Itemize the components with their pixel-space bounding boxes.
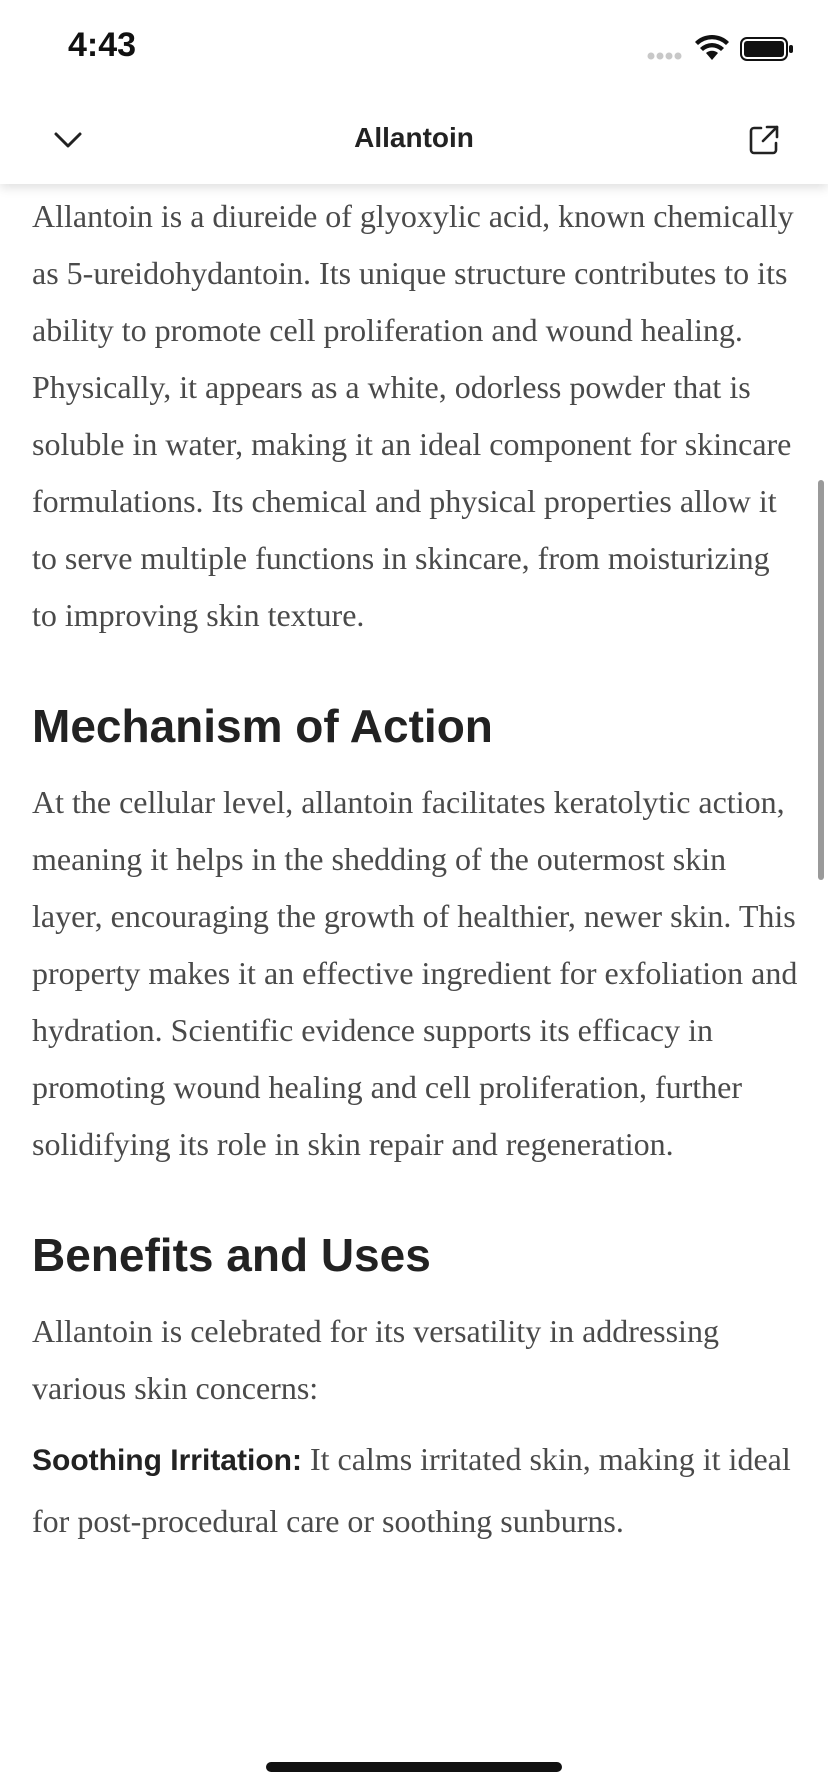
intro-paragraph: Allantoin is a diureide of glyoxylic acid, known chemically as 5-ureidohydantoin. Its unique structure contributes to its ability to promote cell proliferation and wound healing. Physically, it appears as a white, odorless powder that is soluble in water, making it an ideal component for skincare formulations. Its chemical and physical properties allow it to serve multiple functions in skincare, from moisturizing to improving skin texture. [32, 198, 794, 633]
status-icons [646, 34, 794, 64]
open-external-button[interactable] [740, 118, 788, 166]
wifi-icon [694, 34, 730, 64]
nav-bar [0, 100, 828, 184]
article-content[interactable] [32, 184, 802, 1551]
page-title: Allantoin [354, 122, 474, 153]
external-link-icon [748, 124, 780, 161]
signal-icon [646, 34, 686, 64]
status-time: 4:43 [68, 26, 137, 64]
benefits-paragraph: Allantoin is celebrated for its versatility in addressing various skin concerns: [32, 1313, 719, 1406]
benefit-text: It calms irritated skin, making it ideal for post-procedural care or soothing sunburns. [32, 1441, 791, 1539]
battery-icon [740, 34, 794, 64]
benefit-item [32, 1429, 802, 1551]
section-heading-benefits: Benefits and Uses [32, 1229, 431, 1281]
mechanism-paragraph: At the cellular level, allantoin facilitates keratolytic action, meaning it helps in the shedding of the outermost skin layer, encouraging the growth of healthier, newer skin. This property makes it an effective ingredient for exfoliation and hydration. Scientific evidence supports its efficacy in promoting wound healing and cell proliferation, further solidifying its role in skin repair and regeneration. [32, 784, 798, 1162]
status-bar [0, 0, 828, 100]
home-indicator[interactable] [266, 1762, 562, 1772]
scrollbar[interactable] [818, 480, 824, 880]
section-heading-mechanism: Mechanism of Action [32, 700, 493, 752]
benefit-label: Soothing Irritation: [32, 1444, 302, 1477]
